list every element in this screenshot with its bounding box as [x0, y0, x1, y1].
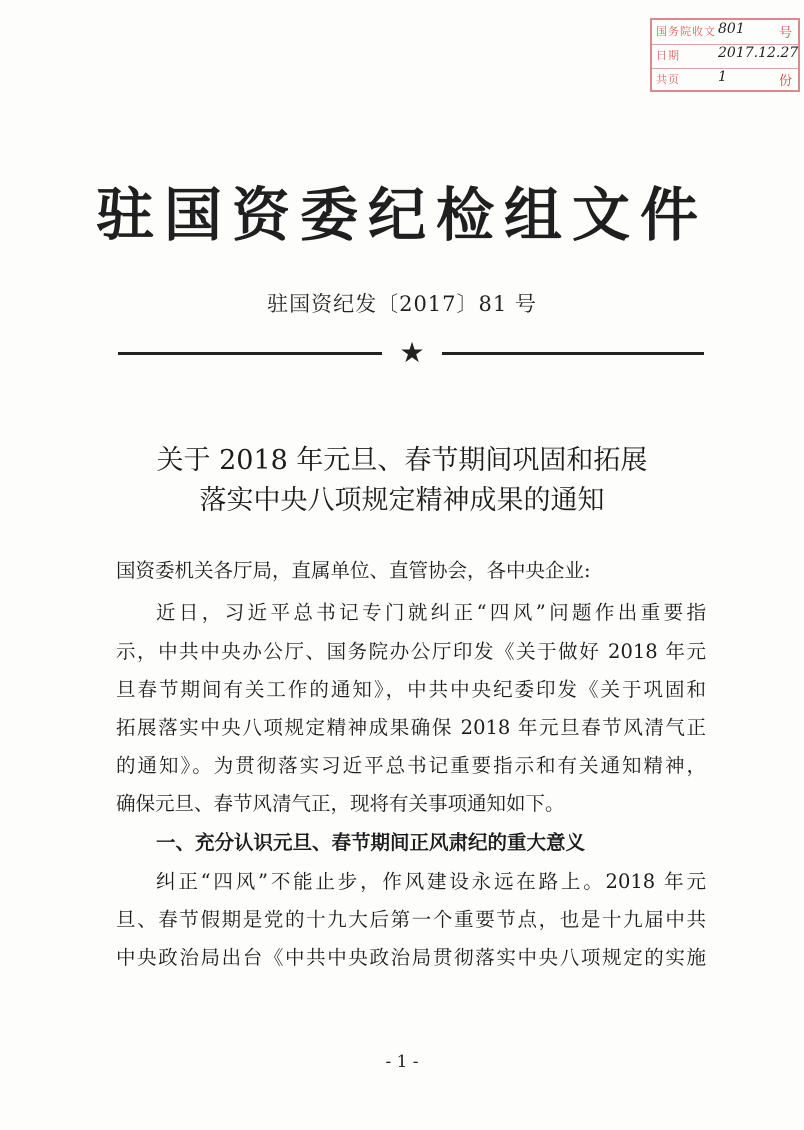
paragraph-line: 近日，习近平总书记专门就纠正“四风”问题作出重要指	[156, 601, 706, 624]
paragraph-line: 旦春节期间有关工作的通知》，中共中央纪委印发《关于巩固和	[116, 678, 706, 701]
paragraph-line: 的通知》。为贯彻落实习近平总书记重要指示和有关通知精神，	[116, 754, 706, 777]
paragraph-line: 示，中共中央办公厅、国务院办公厅印发《关于做好 2018 年元	[116, 640, 706, 663]
page-number: - 1 -	[385, 1052, 419, 1072]
stamp-label: 日期	[656, 49, 680, 62]
stamp-value: 2017.12.27	[718, 45, 799, 61]
registration-stamp	[650, 18, 800, 92]
stamp-row-number	[652, 20, 798, 45]
separator-line-left	[118, 352, 382, 355]
notice-title-line: 关于 2018 年元旦、春节期间巩固和拓展	[156, 445, 648, 476]
stamp-value: 1	[718, 69, 727, 85]
separator-line-right	[442, 352, 704, 355]
stamp-value: 801	[718, 21, 745, 37]
stamp-row-date	[652, 44, 798, 69]
star-icon: ★	[399, 336, 425, 369]
paragraph-line: 拓展落实中央八项规定精神成果确保 2018 年元旦春节风清气正	[116, 716, 706, 739]
stamp-label: 国务院收文	[656, 25, 716, 38]
stamp-label: 共页	[656, 73, 680, 86]
stamp-unit: 号	[778, 26, 792, 41]
document-header-title: 驻国资委纪检组文件	[95, 181, 708, 249]
paragraph-line: 中央政治局出台《中共中央政治局贯彻落实中央八项规定的实施	[116, 946, 706, 969]
document-number: 驻国资纪发〔2017〕81 号	[267, 292, 537, 316]
addressee-line: 国资委机关各厅局，直属单位、直管协会，各中央企业:	[116, 559, 591, 582]
stamp-unit: 份	[778, 74, 792, 89]
paragraph-line: 纠正“四风”不能止步，作风建设永远在路上。2018 年元	[156, 870, 706, 893]
section-heading: 一、充分认识元旦、春节期间正风肃纪的重大意义	[156, 831, 586, 854]
stamp-row-copies	[652, 68, 798, 92]
paragraph-line: 旦、春节假期是党的十九大后第一个重要节点，也是十九届中共	[116, 908, 706, 931]
paragraph-line: 确保元旦、春节风清气正，现将有关事项通知如下。	[116, 792, 565, 815]
notice-title-line: 落实中央八项规定精神成果的通知	[199, 485, 605, 516]
